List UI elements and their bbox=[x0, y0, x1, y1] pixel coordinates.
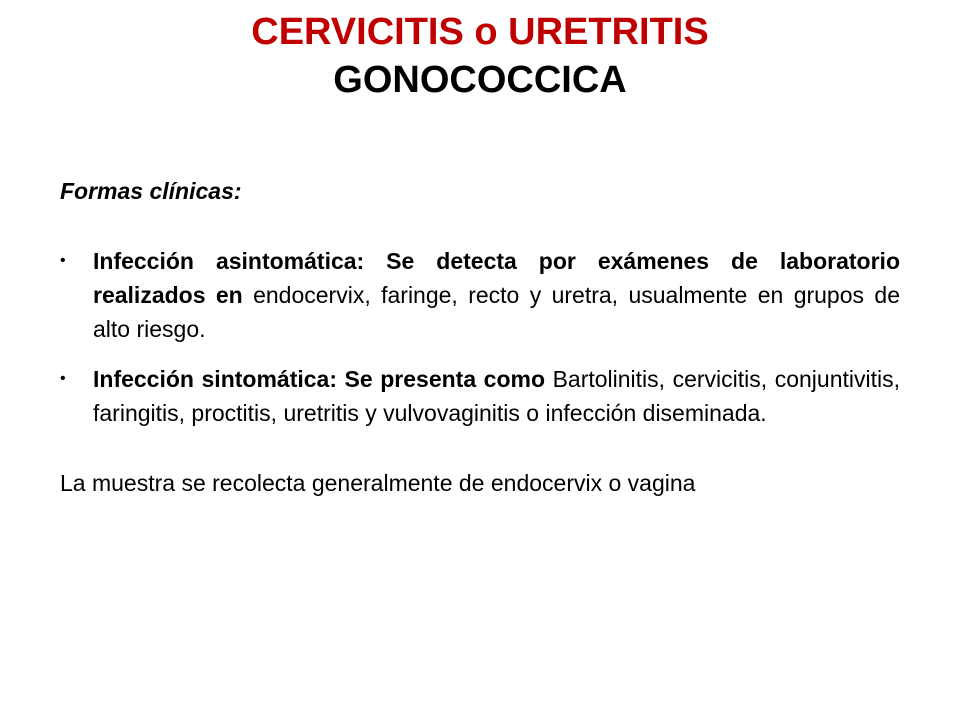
slide-title bbox=[120, 8, 840, 104]
bullet-icon: • bbox=[60, 252, 66, 269]
bullet-item-symptomatic bbox=[60, 362, 900, 430]
bullet-lead-text: Infección asintomática: Se detecta por exámenes de laboratorio realizados en bbox=[93, 248, 900, 308]
title-line-1: CERVICITIS o URETRITIS bbox=[251, 11, 709, 53]
bullet-body-text: endocervix, faringe, recto y uretra, usualmente en grupos de alto riesgo. bbox=[93, 282, 900, 342]
bullet-list bbox=[60, 244, 900, 430]
bullet-icon: • bbox=[60, 370, 66, 387]
bullet-lead-text: Infección sintomática: Se presenta como bbox=[93, 366, 546, 392]
bullet-item-asymptomatic bbox=[60, 244, 900, 346]
section-subtitle: Formas clínicas: bbox=[60, 178, 242, 204]
bullet-body-text: Bartolinitis, cervicitis, conjuntivitis, faringitis, proctitis, uretritis y vulvovaginitis o infección diseminada. bbox=[93, 366, 901, 426]
sample-note: La muestra se recolecta generalmente de endocervix o vagina bbox=[60, 470, 696, 496]
slide-body bbox=[60, 174, 900, 500]
title-line-2: GONOCOCCICA bbox=[333, 59, 627, 101]
